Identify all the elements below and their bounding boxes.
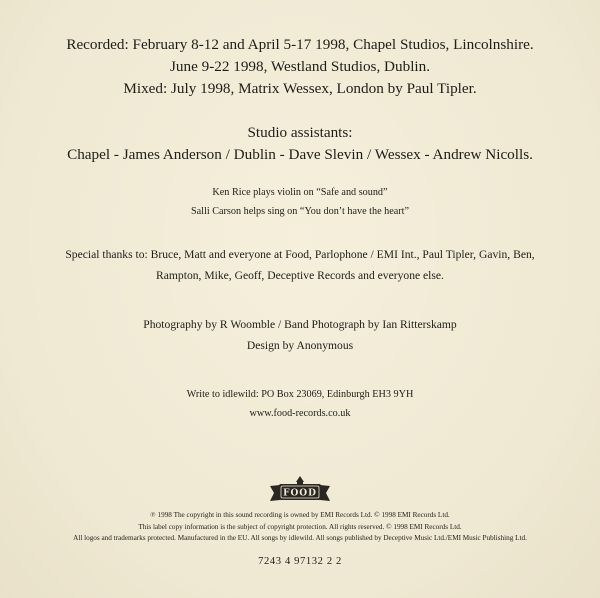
recording-line-2: June 9-22 1998, Westland Studios, Dublin.	[169, 58, 431, 75]
contact-website: www.food-records.co.uk	[249, 408, 351, 419]
contact-address: Write to idlewild: PO Box 23069, Edinburgh EH3 9YH	[186, 389, 414, 400]
catalog-number: 7243 4 97132 2 2	[258, 556, 342, 567]
guest-line-1: Ken Rice plays violin on “Safe and sound”	[212, 187, 388, 198]
recording-info	[0, 34, 600, 100]
special-thanks	[0, 244, 600, 286]
assistants-heading: Studio assistants:	[247, 124, 353, 141]
food-logo-text: FOOD	[283, 488, 317, 499]
guest-line-2: Salli Carson helps sing on “You don’t have the heart”	[190, 206, 410, 217]
legal-notice	[0, 510, 600, 545]
contact-info	[0, 385, 600, 423]
food-records-logo-icon	[260, 474, 340, 504]
studio-assistants	[0, 122, 600, 166]
food-logo-graphic	[260, 474, 340, 504]
photo-design-credits	[0, 314, 600, 356]
thanks-line-1: Special thanks to: Bruce, Matt and everyone at Food, Parlophone / EMI Int., Paul Tipler, Gavin, Ben,	[65, 248, 535, 261]
legal-line-1: ℗ 1998 The copyright in this sound recording is owned by EMI Records Ltd. © 1998 EMI Records Ltd.	[150, 511, 450, 519]
credits-line-2: Design by Anonymous	[246, 339, 354, 352]
credits-line-1: Photography by R Woomble / Band Photograph by Ian Ritterskamp	[143, 318, 457, 331]
guest-musicians	[0, 183, 600, 221]
legal-line-2: This label copy information is the subject of copyright protection. All rights reserved. © 1998 EMI Records Ltd.	[138, 522, 462, 531]
legal-line-3: All logos and trademarks protected. Manufactured in the EU. All songs by idlewild. All songs published by Deceptive Music Ltd./EMI Music Publishing Ltd.	[73, 534, 527, 543]
assistants-names: Chapel - James Anderson / Dublin - Dave Slevin / Wessex - Andrew Nicolls.	[67, 146, 533, 163]
recording-line-1: Recorded: February 8-12 and April 5-17 1998, Chapel Studios, Lincolnshire.	[66, 36, 534, 53]
thanks-line-2: Rampton, Mike, Geoff, Deceptive Records and everyone else.	[156, 269, 444, 282]
recording-line-3: Mixed: July 1998, Matrix Wessex, London by Paul Tipler.	[123, 80, 477, 97]
